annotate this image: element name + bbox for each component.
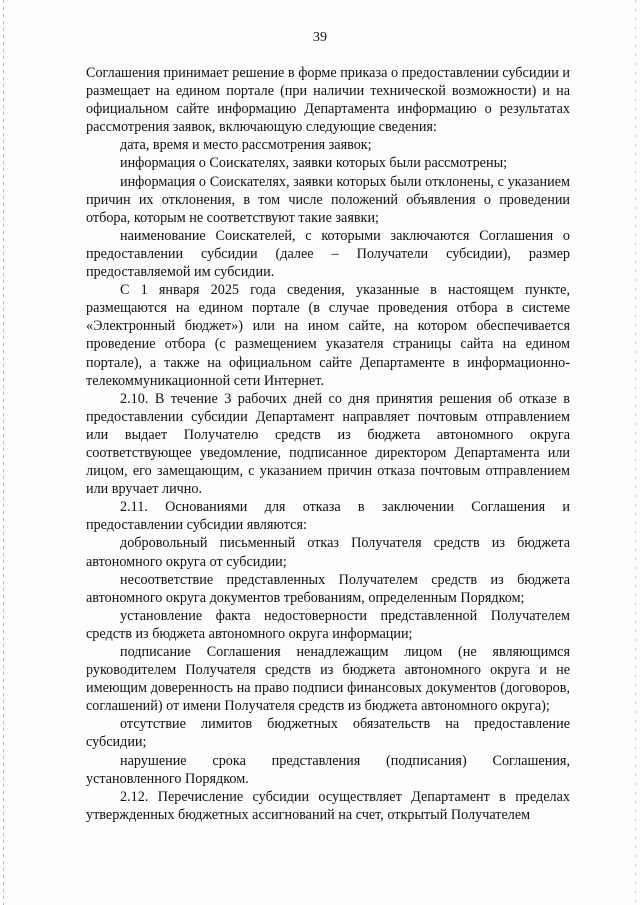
paragraph: наименование Соискателей, с которыми заключаются Соглашения о предоставлении субсидии (далее – Получатели субсидии), размер предоставляемой им субсидии. xyxy=(86,227,570,281)
body-text xyxy=(86,64,570,824)
scan-edge-right xyxy=(635,0,636,905)
paragraph: отсутствие лимитов бюджетных обязательств на предоставление субсидии; xyxy=(86,716,570,751)
scan-edge-left xyxy=(3,0,4,905)
paragraph: добровольный письменный отказ Получателя средств из бюджета автономного округа от субсидии; xyxy=(86,535,570,570)
paragraph: 2.10. В течение 3 рабочих дней со дня принятия решения об отказе в предоставлении субсидии Департамент направляет почтовым отправлением или выдает Получателю средств из бюджета автономного округа соответствующее уведомление, подписанное директором Департамента или лицом, его замещающим, с указанием причин отказа почтовым отправлением или вручает лично. xyxy=(86,390,570,498)
paragraph: С 1 января 2025 года сведения, указанные в настоящем пункте, размещаются на едином портале (в случае проведения отбора в системе «Электронный бюджет») или на ином сайте, на котором обеспечивается проведение отбора (с размещением указателя страницы сайта на едином портале), а также на официальном сайте Департаменте в информационно-телекоммуникационной сети Интернет. xyxy=(86,282,570,389)
paragraph: дата, время и место рассмотрения заявок; xyxy=(120,137,372,154)
paragraph: несоответствие представленных Получателем средств из бюджета автономного округа документов требованиям, определенным Порядком; xyxy=(86,571,570,606)
page-number: 39 xyxy=(313,30,327,45)
paragraph: 2.11. Основаниями для отказа в заключении Соглашения и предоставлении субсидии являются: xyxy=(86,499,570,534)
paragraph: 2.12. Перечисление субсидии осуществляет Департамент в пределах утвержденных бюджетных ассигнований на счет, открытый Получателем xyxy=(86,788,570,823)
paragraph: нарушение срока представления (подписания) Соглашения, установленного Порядком. xyxy=(86,752,570,787)
paragraph: установление факта недостоверности представленной Получателем средств из бюджета автономного округа информации; xyxy=(86,607,570,642)
paragraph: Соглашения принимает решение в форме приказа о предоставлении субсидии и размещает на едином портале (при наличии технической возможности) и на официальном сайте информацию Департамента информацию о результатах рассмотрения заявок, включающую следующие сведения: xyxy=(86,65,570,136)
paragraph: информация о Соискателях, заявки которых были рассмотрены; xyxy=(120,155,508,172)
paragraph: информация о Соискателях, заявки которых были отклонены, с указанием причин их отклонения, в том числе положений объявления о проведении отбора, которым не соответствуют такие заявки; xyxy=(86,173,570,226)
paragraph: подписание Соглашения ненадлежащим лицом (не являющимся руководителем Получателя средств из бюджета автономного округа и не имеющим доверенность на право подписи финансовых документов (договоров, соглашений) от имени Получателя средств из бюджета автономного округа); xyxy=(86,644,570,715)
